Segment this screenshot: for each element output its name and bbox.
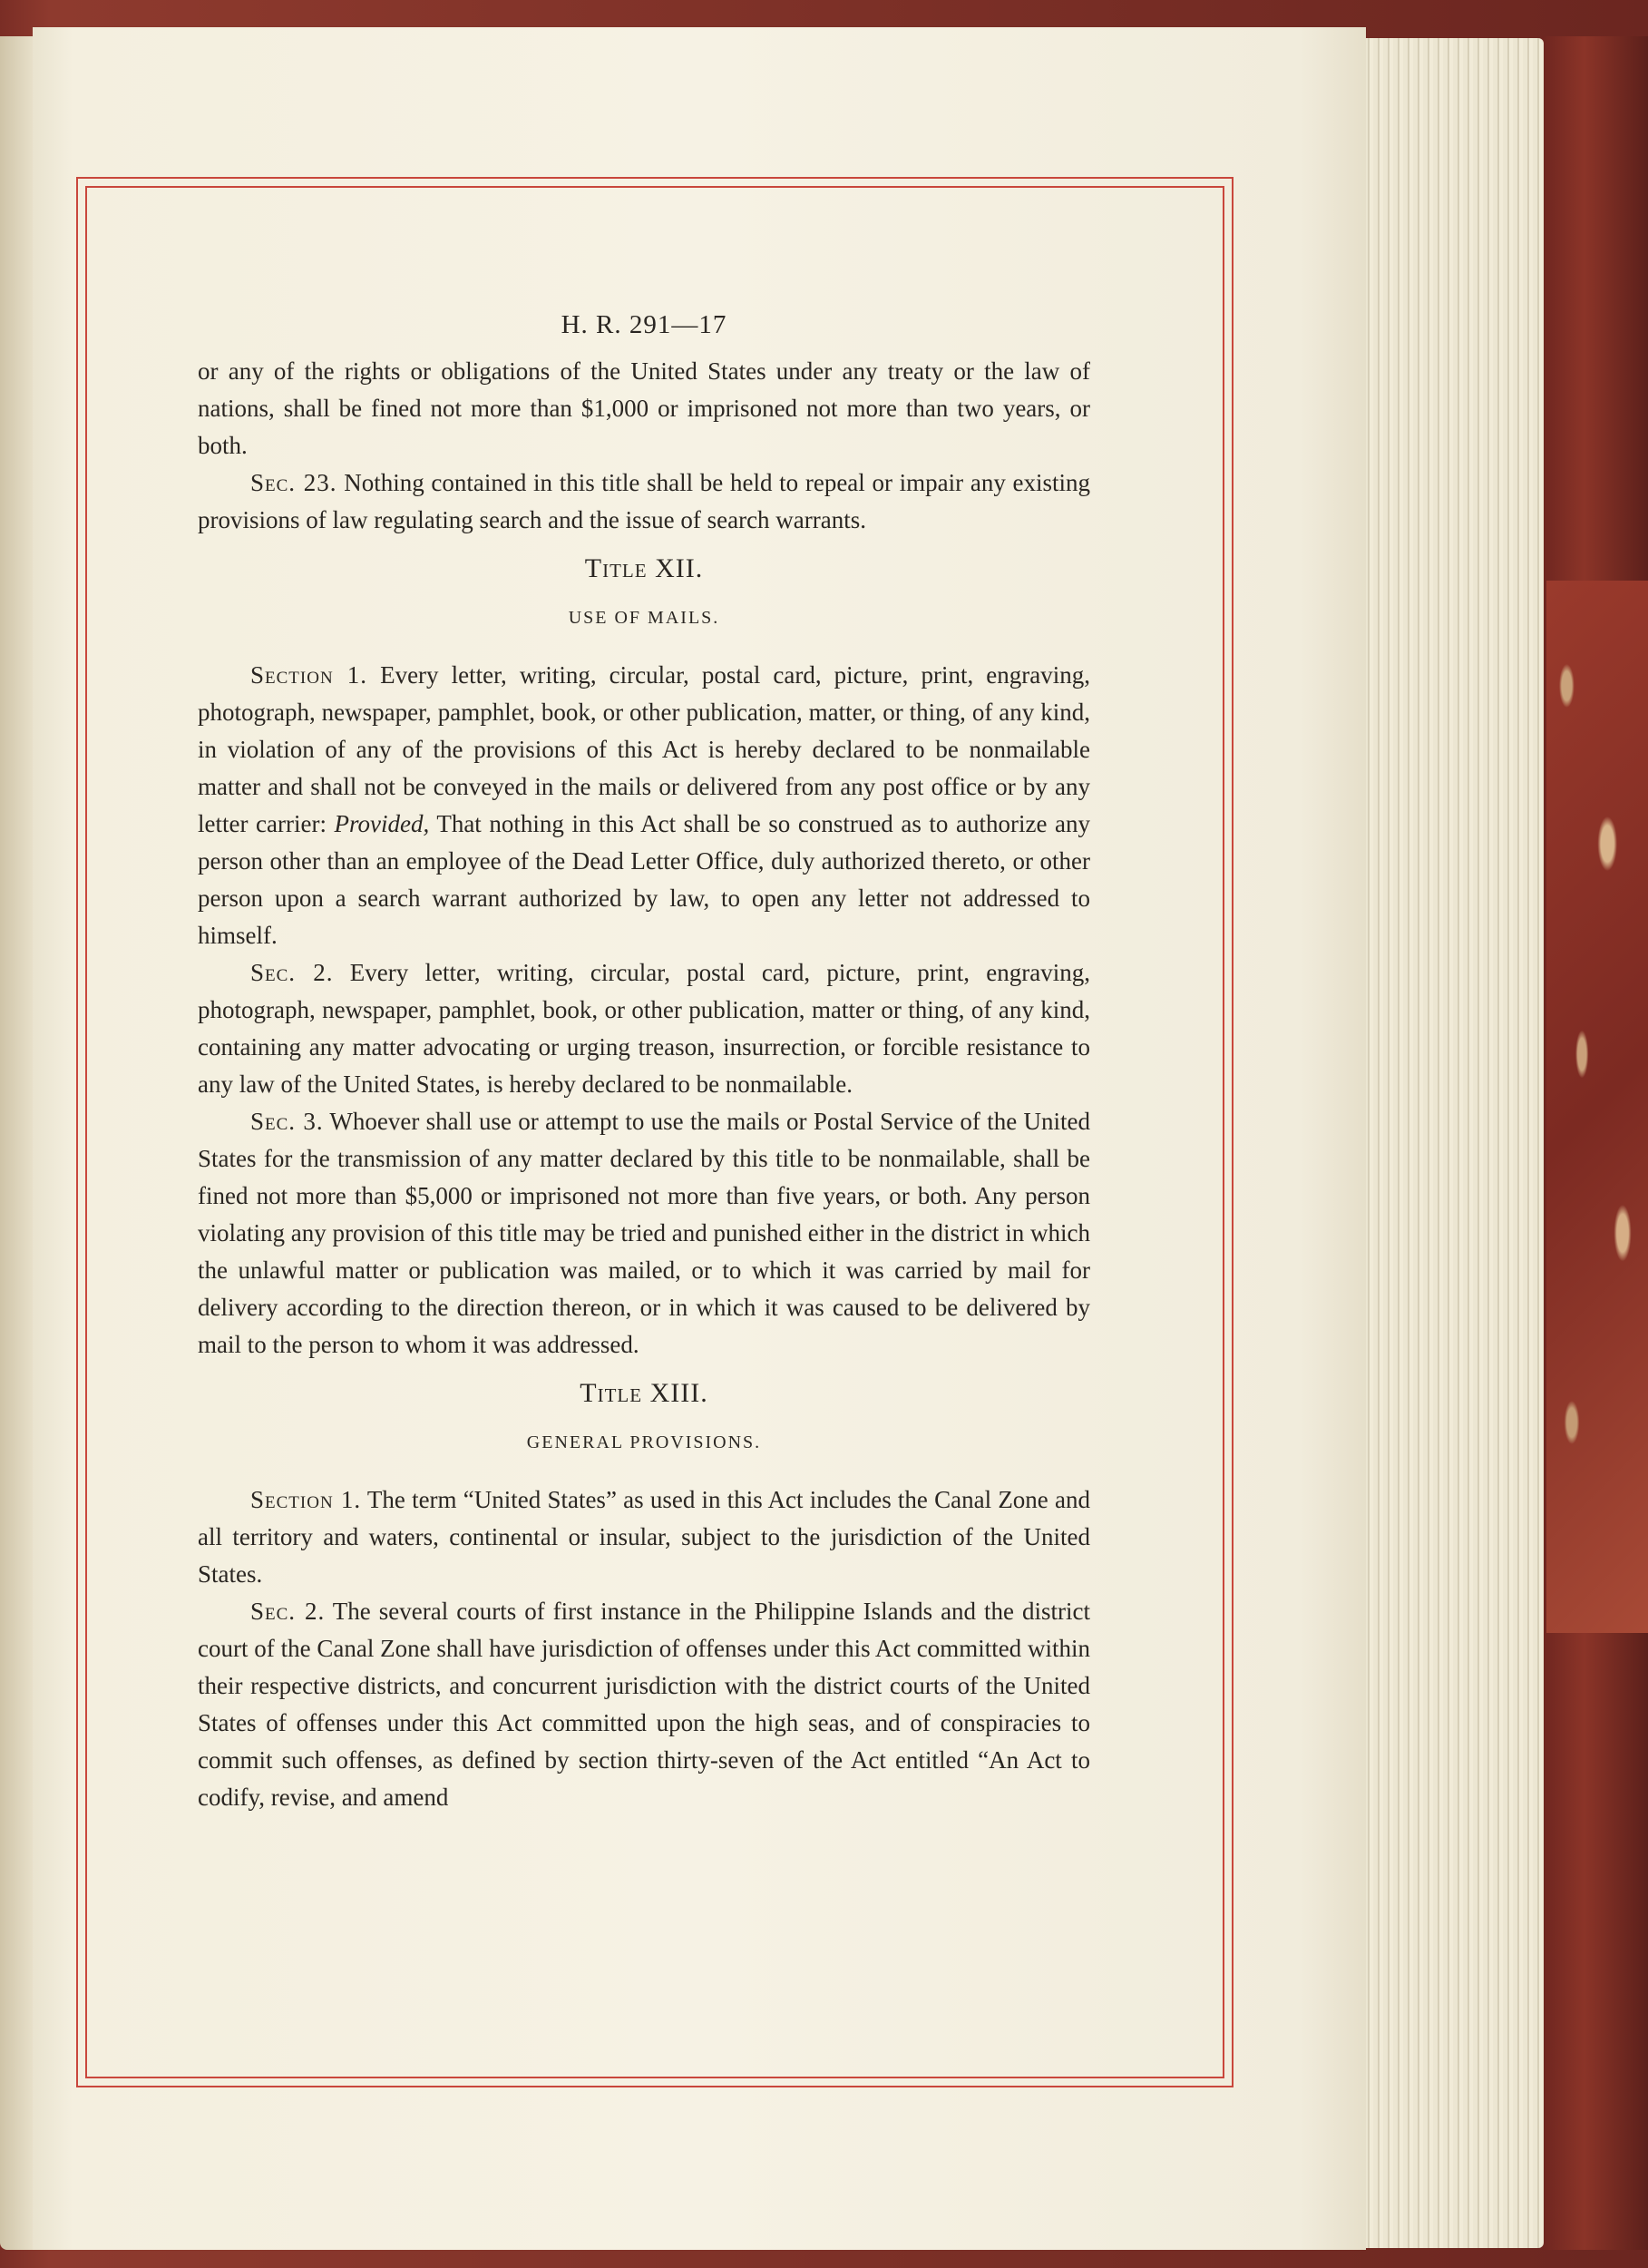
section-label: Sec. 2. — [250, 1598, 326, 1625]
section-text: The term “United States” as used in this Act includes the Canal Zone and all territory and waters, continental or insular, subject to the jurisdiction of the United States. — [198, 1486, 1090, 1588]
title-xii-subject: USE OF MAILS. — [568, 608, 720, 628]
section-text: Nothing contained in this title shall be held to repeal or impair any existing provisions of law regulating search and the issue of search warrants. — [198, 469, 1091, 533]
section-label: Section 1. — [250, 661, 367, 689]
paragraph-title-xii-sec-2 — [198, 954, 1090, 1103]
section-label: Sec. 23. — [250, 469, 337, 496]
page-edge-stack — [1353, 38, 1544, 2248]
section-label: Section 1. — [250, 1486, 362, 1513]
paragraph-title-xii-sec-3 — [198, 1103, 1090, 1364]
paragraph-title-xii-sec-1 — [198, 657, 1090, 954]
paragraph-title-xiii-sec-1 — [198, 1481, 1090, 1593]
provided-italic: Provided, — [334, 810, 430, 837]
page-text — [198, 307, 1090, 1816]
section-label: Sec. 2. — [250, 959, 334, 986]
paragraph-title-xiii-sec-2 — [198, 1593, 1090, 1816]
section-text: Whoever shall use or attempt to use the mails or Postal Service of the United States for the transmission of any matter declared by this title to be nonmailable, shall be fined not more than $5,000 or imprisoned not more than five years, or both. Any person violating any provision of this title may be tried and punished either in the district in which the unlawful matter or publication was mailed, or to which it was carried by mail for delivery according to the direction thereon, or in which it was caused to be delivered by mail to the person to whom it was addressed. — [198, 1108, 1090, 1358]
section-label: Sec. 3. — [250, 1108, 324, 1135]
title-xiii-heading: Title XIII. — [580, 1378, 708, 1408]
paragraph-continued: or any of the rights or obligations of the United States under any treaty or the law of nations, shall be fined not more than $1,000 or imprisoned not more than two years, or both. — [198, 357, 1090, 459]
running-head: H. R. 291—17 — [561, 310, 727, 339]
section-text: Every letter, writing, circular, postal card, picture, print, engraving, photograph, newspaper, pamphlet, book, or other publication, matter, or thing, of any kind, in violation of any of the provisions of this Act is hereby declared to be nonmailable matter and shall not be conveyed in the mails or delivered from any post office or by any letter carrier: — [198, 661, 1090, 837]
paragraph-sec-23 — [198, 464, 1090, 539]
section-text: Every letter, writing, circular, postal card, picture, print, engraving, photograph, newspaper, pamphlet, book, or other publication, matter or thing, of any kind, containing any matter advocating or urging treason, insurrection, or forcible resistance to any law of the United States, is hereby declared to be nonmailable. — [198, 959, 1091, 1098]
section-text: The several courts of first instance in the Philippine Islands and the district court of the Canal Zone shall have jurisdiction of offenses under this Act committed within their respective districts, and concurrent jurisdiction with the district courts of the United States of offenses under this Act committed upon the high seas, and of conspiracies to commit such offenses, as defined by section thirty-seven of the Act entitled “An Act to codify, revise, and amend — [198, 1598, 1091, 1811]
title-xiii-subject: GENERAL PROVISIONS. — [526, 1432, 762, 1452]
section-text: That nothing in this Act shall be so construed as to authorize any person other than an employee of the Dead Letter Office, duly authorized thereto, or other person upon a search warrant authorized by law, to open any letter not addressed to himself. — [198, 810, 1090, 949]
marbled-endpaper — [1546, 581, 1648, 1633]
title-xii-heading: Title XII. — [584, 553, 704, 583]
